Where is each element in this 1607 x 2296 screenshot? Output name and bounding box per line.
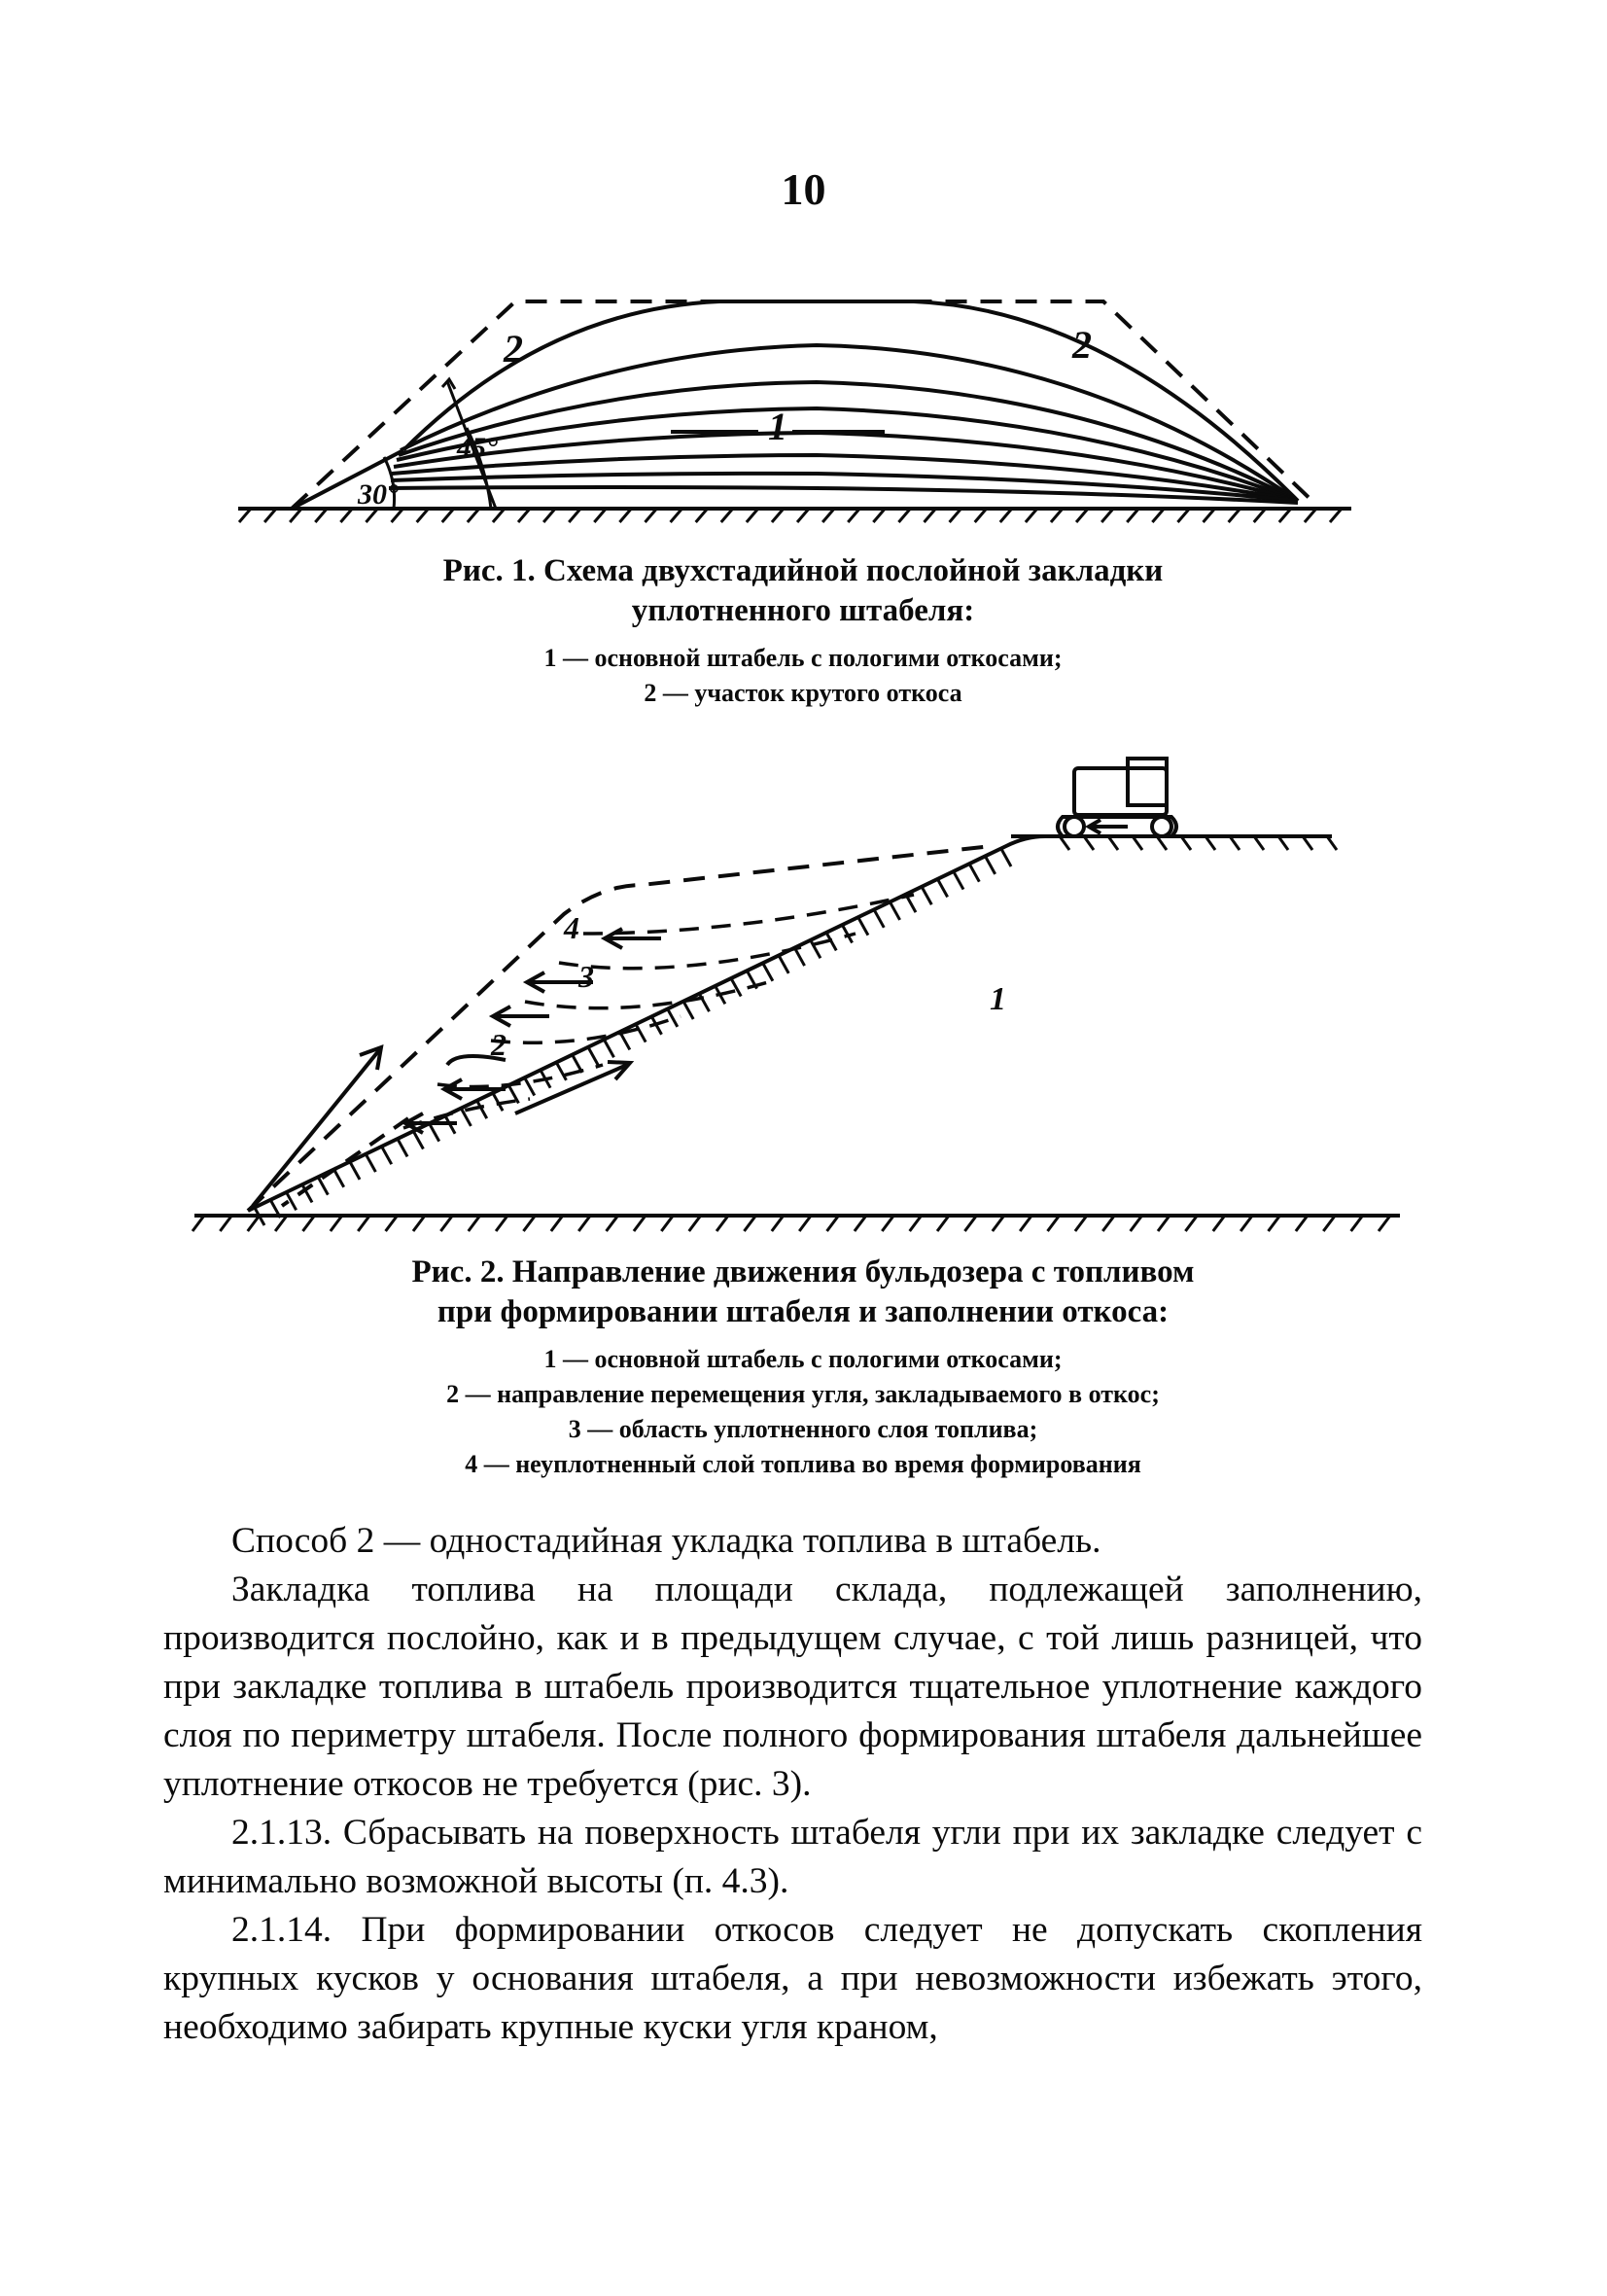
label-main-pile: 1 [990, 981, 1006, 1017]
paragraph-2-1-14: 2.1.14. При формировании откосов следует не допускать скопления крупных кусков у основания штабеля, а при невозможности избежать этого, необходимо забирать крупные куски угля краном, [163, 1910, 1422, 2047]
angle-45-label: 45° [457, 432, 498, 464]
slope-hatching [255, 849, 1011, 1225]
figure-2-legend-item: 3 — область уплотненного слоя топлива; [568, 1415, 1038, 1443]
label-steep-slope-left: 2 [504, 327, 523, 371]
label-uncompacted-layer: 4 [564, 910, 579, 945]
label-compacted-layer: 3 [578, 959, 594, 994]
figure-1-title: Рис. 1. Схема двухстадийной послойной закладки [442, 553, 1164, 588]
angle-30-label: 30° [358, 478, 399, 511]
figure-1-legend-item: 1 — основной штабель с пологими откосами; [543, 644, 1063, 672]
figure-2-title-cont: при формировании штабеля и заполнении откоса: [437, 1294, 1170, 1329]
figure-1-legend-item: 2 — участок крутого откоса [644, 679, 962, 707]
figure-2-legend-item: 1 — основной штабель с пологими откосами; [543, 1345, 1063, 1373]
paragraph-method-2: Способ 2 — одностадийная укладка топлива в штабель. [231, 1521, 1101, 1561]
figure-2-legend-item: 2 — направление перемещения угля, закладываемого в откос; [446, 1380, 1160, 1408]
body-text [163, 1517, 1422, 2052]
paragraph-2-1-13: 2.1.13. Сбрасывать на поверхность штабеля угли при их закладке следует с минимально возможной высоты (п. 4.3). [163, 1813, 1422, 1901]
bulldozer-icon [1058, 759, 1176, 836]
label-main-pile: 1 [768, 405, 787, 448]
figure-2-title: Рис. 2. Направление движения бульдозера с топливом [411, 1254, 1195, 1289]
ground-hatching [192, 1216, 1390, 1231]
figure-2-caption [220, 1253, 1386, 1482]
figure-1-title-cont: уплотненного штабеля: [631, 593, 975, 628]
figure-2-legend-item: 4 — неуплотненный слой топлива во время формирования [465, 1450, 1141, 1478]
upper-ground-hatching [1060, 836, 1337, 850]
paragraph-method-2-description: Закладка топлива на площади склада, подлежащей заполнению, производится послойно, как и в предыдущем случае, с той лишь разницей, что при закладке топлива в штабель производится тщательное уплотнение каждого слоя по периметру штабеля. После полного формирования штабеля дальнейшее уплотнение откосов не требуется (рис. 3). [163, 1570, 1422, 1804]
page-number: 10 [781, 164, 826, 214]
label-steep-slope-right: 2 [1072, 323, 1092, 367]
label-direction: 2 [491, 1027, 507, 1062]
